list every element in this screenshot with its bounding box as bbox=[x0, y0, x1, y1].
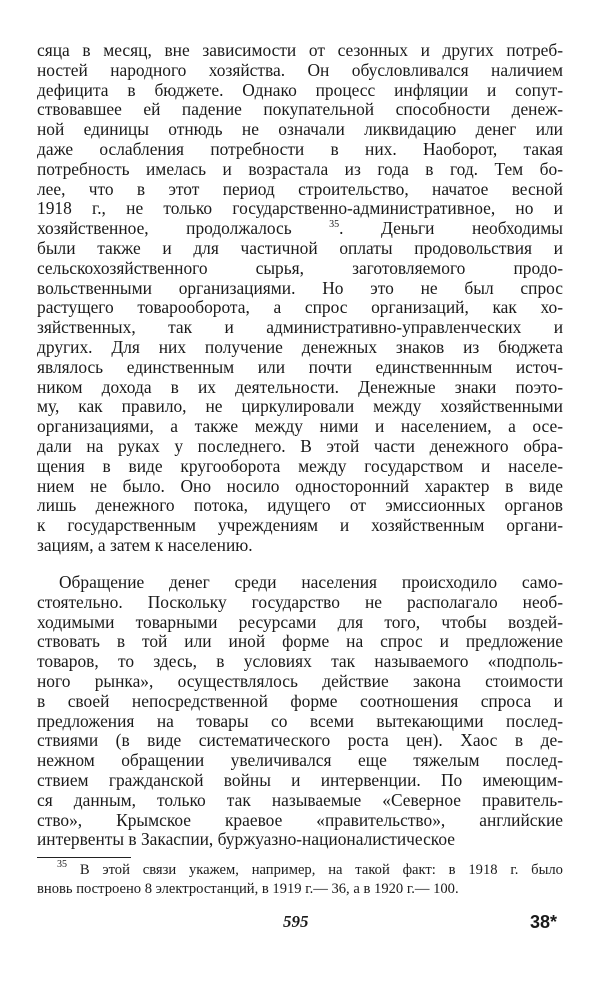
text-line: ного рынка», осуществлялось действие закона стоимости bbox=[37, 670, 563, 691]
text-line: Обращение денег среди населения происходило само- bbox=[59, 572, 563, 592]
footnote bbox=[37, 861, 563, 899]
text-line: дали на руках у последнего. В этой части денежного обра- bbox=[37, 435, 563, 456]
text-line: зяйственных, так и административно-управленческих и bbox=[37, 317, 563, 338]
text-line: интервенты в Закаспии, буржуазно-националистическое bbox=[37, 829, 455, 850]
text-line: дефицита в бюджете. Однако процесс инфляции и сопут- bbox=[37, 79, 563, 100]
text-line: ствовать в той или иной форме на спрос и предложение bbox=[37, 631, 563, 652]
text-line: щения в виде кругооборота между государством и населе- bbox=[37, 455, 563, 476]
text-line: товаров, то здесь, в условиях так называемого «подполь- bbox=[37, 651, 563, 672]
text-line: были также и для частичной оплаты продовольствия и bbox=[37, 237, 563, 258]
text-line: му, как правило, не циркулировали между хозяйственными bbox=[37, 396, 563, 417]
text-line: зациям, а затем к населению. bbox=[37, 534, 253, 555]
text-line: растущего товарооборота, а спрос организаций, как хо- bbox=[37, 297, 563, 318]
footnote-line bbox=[37, 861, 563, 880]
text-line: других. Для них получение денежных знаков из бюджета bbox=[37, 336, 563, 357]
text-line: сельскохозяйственного сырья, заготовляемого продо- bbox=[37, 257, 563, 278]
text-line: предложения на товары со всеми вытекающими послед- bbox=[37, 710, 563, 731]
footnote-line: вновь построено 8 электростанций, в 1919 г.— 36, а в 1920 г.— 100. bbox=[37, 881, 459, 897]
text-line: ство», Крымское краевое «правительство», английские bbox=[37, 809, 563, 830]
text-line: ной единицы отнюдь не означали ликвидацию денег или bbox=[37, 119, 563, 140]
paragraph-1 bbox=[37, 41, 563, 556]
text-line: 1918 г., не только государственно-административное, но и bbox=[37, 198, 563, 219]
footnote-divider bbox=[37, 857, 131, 858]
signature-mark: 38* bbox=[530, 912, 558, 932]
text-line: нием не было. Оно носило односторонний характер в виде bbox=[37, 475, 563, 496]
text-line: ностей народного хозяйства. Он обусловливался наличием bbox=[37, 59, 563, 80]
text-line: лишь денежного потока, идущего от эмиссионных органов bbox=[37, 495, 563, 516]
text-line: в своей непосредственной форме соотношения спроса и bbox=[37, 690, 563, 711]
text-line: организациями, а также между ними и населением, а осе- bbox=[37, 416, 563, 437]
text-line: стоятельно. Поскольку государство не располагало необ- bbox=[37, 591, 563, 612]
text-line: ся данным, только так называемые «Северное правитель- bbox=[37, 789, 563, 810]
text-line: ствием гражданской войны и интервенции. По имеющим- bbox=[37, 769, 563, 790]
text-line: сяца в месяц, вне зависимости от сезонных и других потреб- bbox=[37, 40, 563, 60]
text-line: нежном обращении увеличивался еще тяжелым послед- bbox=[37, 750, 563, 771]
text-line: ходимыми товарными ресурсами для того, чтобы воздей- bbox=[37, 611, 563, 632]
footnote-text: В этой связи укажем, например, на такой факт: в 1918 г. было bbox=[79, 862, 563, 878]
text-line: даже ослабления потребности в них. Наоборот, такая bbox=[37, 138, 563, 159]
text-line bbox=[37, 219, 563, 239]
text-segment: хозяйственное, продолжалось bbox=[37, 218, 292, 239]
text-line: ствовавшее ей падение покупательной способности денеж- bbox=[37, 99, 563, 120]
footnote-mark: 35 bbox=[57, 859, 67, 870]
text-line: потребность имелась и возрастала из года в год. Тем бо- bbox=[37, 158, 563, 179]
text-line: ником дохода в их деятельности. Денежные знаки поэто- bbox=[37, 376, 563, 397]
text-line: являлось единственным или почти единственнным источ- bbox=[37, 356, 563, 377]
text-line: лее, что в этот период строительство, начатое весной bbox=[37, 178, 563, 199]
text-segment: . Деньги необходимы bbox=[339, 218, 563, 239]
text-line: вольственными организациями. Но это не был спрос bbox=[37, 277, 563, 298]
text-line: ствиями (в виде систематического роста цен). Хаос в де- bbox=[37, 730, 563, 751]
paragraph-2 bbox=[37, 573, 563, 850]
footnote-reference[interactable]: 35 bbox=[329, 219, 340, 231]
text-line: к государственным учреждениям и хозяйственным органи- bbox=[37, 515, 563, 536]
page-number: 595 bbox=[283, 912, 309, 931]
